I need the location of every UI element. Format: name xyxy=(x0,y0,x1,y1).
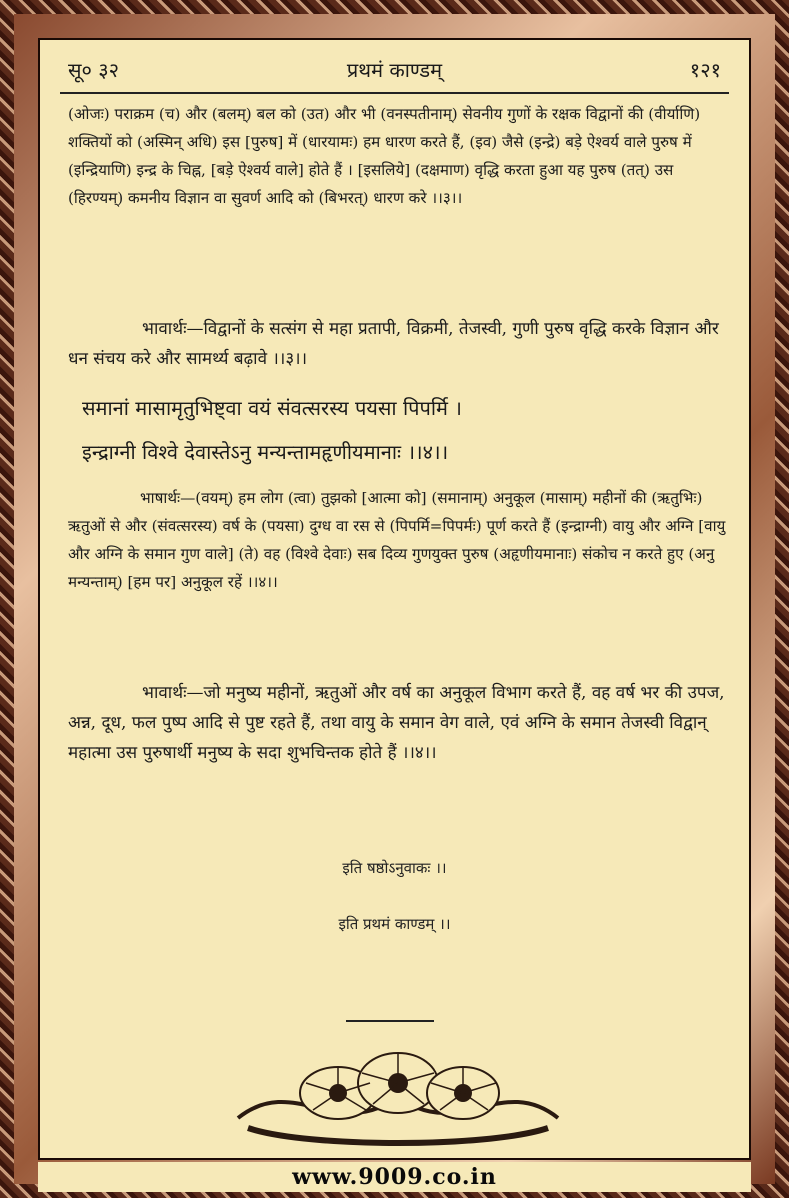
bhashyarth-4: भाषार्थः—(वयम्) हम लोग (त्वा) तुझको [आत्मा को] (समानाम्) अनुकूल (मासाम्) महीनों की (ऋतुभिः) ऋतुओं से और (संवत्सरस्य) वर्ष के (पयसा) दुग्ध वा रस से (पिपर्मि=पिपर्मः) पूर्ण करते हैं (इन्द्राग्नी) वायु और अग्नि [वायु और अग्नि के समान गुण वाले] (ते) वह (विश्वे देवाः) सब दिव्य गुणयुक्त पुरुष (अहृणीयमानाः) संकोच न करते हुए (अनु मन्यन्ताम्) [हम पर] अनुकूल रहें ।।४।। xyxy=(68,489,726,591)
closing-anuvaka: इति षष्ठोऽनुवाकः ।। xyxy=(342,859,447,877)
header-rule xyxy=(60,92,729,94)
closing-rule xyxy=(346,1020,434,1022)
page-number: १२१ xyxy=(689,58,721,82)
bhavarth-3: भावार्थः—विद्वानों के सत्संग से महा प्रतापी, विक्रमी, तेजस्वी, गुणी पुरुष वृद्धि करके विज्ञान और धन संचय करे और सामर्थ्य बढ़ावे ।।३।। xyxy=(68,319,719,369)
book-page xyxy=(38,38,751,1160)
floral-ornament-icon xyxy=(228,1038,568,1148)
bhavarth-4: भावार्थः—जो मनुष्य महीनों, ऋतुओं और वर्ष का अनुकूल विभाग करते हैं, वह वर्ष भर की उपज, अन्न, दूध, फल पुष्प आदि से पुष्ट रहते हैं, तथा वायु के समान वेग वाले, एवं अग्नि के समान तेजस्वी विद्वान् महात्मा उस पुरुषार्थी मनुष्य के सदा शुभचिन्तक होते हैं ।।४।। xyxy=(68,683,725,763)
website-url: www.9009.co.in xyxy=(292,1164,497,1190)
sukta-number: सू० ३२ xyxy=(68,58,120,82)
verse-line-1: समानां मासामृतुभिष्ट्वा वयं संवत्सरस्य पयसा पिपर्मि । xyxy=(82,396,462,420)
kanda-title: प्रथमं काण्डम् xyxy=(346,58,443,82)
page-header xyxy=(68,56,721,90)
closing-kanda: इति प्रथमं काण्डम् ।। xyxy=(338,915,451,933)
paragraph-meaning-3: (ओजः) पराक्रम (च) और (बलम्) बल को (उत) और भी (वनस्पतीनाम्) सेवनीय गुणों के रक्षक विद्वानों की (वीर्याणि) शक्तियों को (अस्मिन् अधि) इस [पुरुष] में (धारयामः) हम धारण करते हैं, (इव) जैसे (इन्द्रे) बड़े ऐश्वर्य वाले पुरुष में (इन्द्रियाणि) इन्द्र के चिह्न, [बड़े ऐश्वर्य वाले] होते हैं । [इसलिये] (दक्षमाण) वृद्धि करता हुआ यह पुरुष (तत्) उस (हिरण्यम्) कमनीय विज्ञान वा सुवर्ण आदि को (बिभरत्) धारण करे ।।३।। xyxy=(68,105,701,207)
verse-line-2: इन्द्राग्नी विश्वे देवास्तेऽनु मन्यन्तामहृणीयमानाः ।।४।। xyxy=(82,440,449,464)
